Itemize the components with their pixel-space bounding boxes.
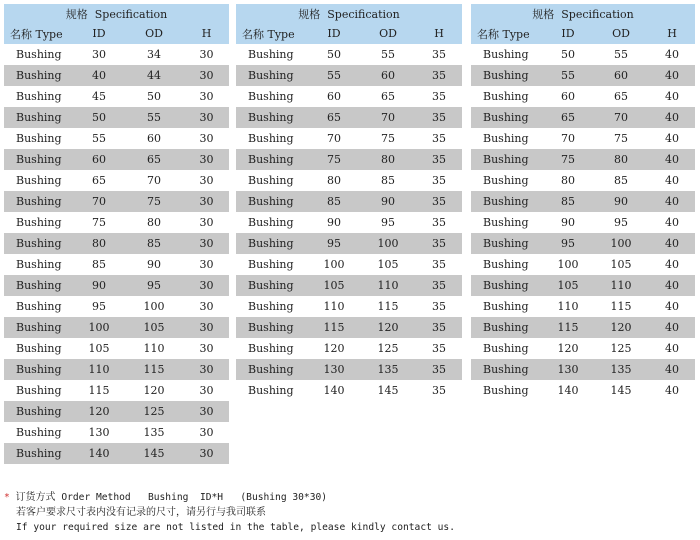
custom-size-note-en: If your required size are not listed in the table, please kindly contact us. — [16, 522, 455, 533]
table-row — [4, 107, 229, 128]
order-note — [4, 490, 694, 535]
id-cell: 85 — [92, 258, 106, 271]
table-row — [471, 233, 695, 254]
type-header: 名称 Type — [242, 27, 295, 41]
table-row — [236, 275, 462, 296]
h-cell: 30 — [199, 426, 214, 439]
type-cell: Bushing — [16, 90, 62, 103]
h-cell: 30 — [199, 216, 214, 229]
h-cell: 40 — [665, 90, 679, 103]
type-cell: Bushing — [236, 65, 308, 86]
id-cell: 130 — [543, 359, 593, 380]
od-cell: 60 — [147, 132, 161, 145]
type-cell: Bushing — [236, 107, 308, 128]
type-cell: Bushing — [236, 359, 308, 380]
type-cell: Bushing — [483, 300, 529, 313]
id-cell: 55 — [92, 132, 106, 145]
od-cell: 125 — [377, 342, 399, 355]
h-cell: 40 — [665, 384, 679, 397]
spec-table-h40 — [471, 4, 695, 401]
table-row — [4, 149, 229, 170]
id-cell: 115 — [543, 317, 593, 338]
od-cell: 135 — [360, 359, 416, 380]
od-cell: 90 — [360, 191, 416, 212]
od-cell: 44 — [124, 65, 184, 86]
h-cell: 35 — [432, 342, 446, 355]
h-cell: 35 — [432, 300, 446, 313]
type-cell: Bushing — [471, 191, 543, 212]
od-cell: 120 — [360, 317, 416, 338]
type-cell: Bushing — [471, 275, 543, 296]
h-cell: 30 — [184, 317, 229, 338]
table-row — [236, 317, 462, 338]
table-row — [4, 338, 229, 359]
od-cell: 115 — [377, 300, 399, 313]
type-cell: Bushing — [248, 174, 294, 187]
table-row — [236, 128, 462, 149]
spec-table-h35 — [236, 4, 462, 401]
od-cell: 80 — [360, 149, 416, 170]
h-cell: 40 — [649, 149, 695, 170]
table-row — [236, 65, 462, 86]
spec-title: 规格 Specification — [532, 7, 634, 21]
od-cell: 110 — [143, 342, 165, 355]
id-cell: 105 — [88, 342, 110, 355]
id-cell: 140 — [323, 384, 345, 397]
type-cell: Bushing — [248, 258, 294, 271]
od-cell: 90 — [593, 191, 649, 212]
od-header: OD — [612, 27, 630, 40]
h-cell: 30 — [199, 384, 214, 397]
order-method-line: * 订货方式 Order Method Bushing ID*H (Bushing 30*30) — [4, 492, 328, 503]
od-cell: 65 — [381, 90, 395, 103]
h-cell: 30 — [199, 48, 214, 61]
od-cell: 95 — [381, 216, 395, 229]
table-row — [236, 191, 462, 212]
od-header: OD — [145, 27, 163, 40]
type-cell: Bushing — [248, 300, 294, 313]
h-cell: 40 — [665, 174, 679, 187]
h-cell: 30 — [184, 443, 229, 464]
table-row — [471, 149, 695, 170]
od-cell: 70 — [593, 107, 649, 128]
h-cell: 40 — [649, 107, 695, 128]
h-cell: 35 — [432, 384, 446, 397]
od-cell: 105 — [610, 258, 632, 271]
od-cell: 60 — [360, 65, 416, 86]
type-cell: Bushing — [471, 107, 543, 128]
type-cell: Bushing — [4, 233, 74, 254]
table-row — [471, 65, 695, 86]
od-header: OD — [379, 27, 397, 40]
h-cell: 30 — [199, 90, 214, 103]
od-cell: 55 — [381, 48, 395, 61]
table-row — [471, 317, 695, 338]
od-cell: 145 — [610, 384, 632, 397]
table-row — [471, 296, 695, 317]
table-row — [471, 128, 695, 149]
h-header: H — [667, 27, 677, 40]
table-row — [4, 233, 229, 254]
type-cell: Bushing — [4, 401, 74, 422]
id-cell: 120 — [323, 342, 345, 355]
id-header: ID — [561, 27, 575, 40]
type-cell: Bushing — [483, 132, 529, 145]
h-cell: 40 — [665, 48, 679, 61]
type-cell: Bushing — [483, 174, 529, 187]
id-cell: 90 — [561, 216, 575, 229]
h-cell: 35 — [432, 132, 446, 145]
od-cell: 135 — [593, 359, 649, 380]
od-cell: 135 — [143, 426, 165, 439]
type-header: 名称 Type — [477, 27, 530, 41]
type-cell: Bushing — [248, 216, 294, 229]
table-row — [236, 338, 462, 359]
type-cell: Bushing — [248, 384, 294, 397]
table-body — [236, 44, 462, 401]
id-cell: 115 — [308, 317, 360, 338]
od-cell: 85 — [381, 174, 395, 187]
table-row — [236, 254, 462, 275]
type-cell: Bushing — [248, 90, 294, 103]
id-cell: 50 — [327, 48, 341, 61]
od-cell: 95 — [124, 275, 184, 296]
id-cell: 50 — [74, 107, 124, 128]
h-cell: 40 — [665, 258, 679, 271]
od-cell: 100 — [143, 300, 165, 313]
od-cell: 105 — [377, 258, 399, 271]
id-cell: 75 — [92, 216, 106, 229]
type-cell: Bushing — [483, 216, 529, 229]
type-cell: Bushing — [471, 359, 543, 380]
id-cell: 80 — [327, 174, 341, 187]
id-cell: 130 — [308, 359, 360, 380]
id-cell: 60 — [327, 90, 341, 103]
h-cell: 40 — [665, 300, 679, 313]
od-cell: 55 — [614, 48, 628, 61]
od-cell: 110 — [593, 275, 649, 296]
od-cell: 145 — [377, 384, 399, 397]
h-cell: 30 — [184, 107, 229, 128]
table-row — [236, 107, 462, 128]
table-row — [236, 149, 462, 170]
od-cell: 105 — [124, 317, 184, 338]
id-cell: 95 — [308, 233, 360, 254]
h-cell: 35 — [416, 359, 462, 380]
od-cell: 125 — [124, 401, 184, 422]
table-row — [4, 86, 229, 107]
od-cell: 95 — [614, 216, 628, 229]
h-cell: 40 — [649, 359, 695, 380]
od-cell: 120 — [593, 317, 649, 338]
table-row — [471, 170, 695, 191]
od-cell: 145 — [124, 443, 184, 464]
table-row — [4, 359, 229, 380]
table-row — [471, 212, 695, 233]
od-cell: 50 — [147, 90, 161, 103]
type-cell: Bushing — [16, 216, 62, 229]
table-row — [471, 44, 695, 65]
id-cell: 110 — [74, 359, 124, 380]
od-cell: 115 — [124, 359, 184, 380]
id-cell: 70 — [327, 132, 341, 145]
od-cell: 115 — [610, 300, 632, 313]
h-cell: 30 — [199, 300, 214, 313]
id-cell: 95 — [92, 300, 106, 313]
id-cell: 80 — [74, 233, 124, 254]
type-cell: Bushing — [483, 258, 529, 271]
h-cell: 30 — [199, 258, 214, 271]
od-cell: 60 — [593, 65, 649, 86]
table-row — [236, 296, 462, 317]
table-row — [4, 443, 229, 464]
id-cell: 55 — [308, 65, 360, 86]
table-row — [471, 275, 695, 296]
type-cell: Bushing — [4, 65, 74, 86]
h-cell: 40 — [665, 216, 679, 229]
od-cell: 70 — [360, 107, 416, 128]
id-cell: 70 — [561, 132, 575, 145]
od-cell: 125 — [610, 342, 632, 355]
h-cell: 35 — [432, 216, 446, 229]
table-row — [4, 212, 229, 233]
h-cell: 40 — [649, 275, 695, 296]
id-cell: 60 — [74, 149, 124, 170]
od-cell: 75 — [381, 132, 395, 145]
type-cell: Bushing — [16, 258, 62, 271]
od-cell: 90 — [147, 258, 161, 271]
id-cell: 100 — [74, 317, 124, 338]
type-cell: Bushing — [4, 359, 74, 380]
od-cell: 85 — [124, 233, 184, 254]
od-cell: 100 — [593, 233, 649, 254]
od-cell: 65 — [614, 90, 628, 103]
table-row — [236, 359, 462, 380]
type-cell: Bushing — [16, 174, 62, 187]
id-cell: 105 — [308, 275, 360, 296]
type-cell: Bushing — [248, 132, 294, 145]
type-cell: Bushing — [483, 342, 529, 355]
type-cell: Bushing — [483, 90, 529, 103]
type-cell: Bushing — [16, 48, 62, 61]
id-cell: 100 — [323, 258, 345, 271]
od-cell: 100 — [360, 233, 416, 254]
h-cell: 40 — [665, 342, 679, 355]
id-cell: 110 — [323, 300, 345, 313]
id-cell: 95 — [543, 233, 593, 254]
spec-title: 规格 Specification — [65, 7, 168, 21]
type-cell: Bushing — [4, 275, 74, 296]
type-cell: Bushing — [236, 317, 308, 338]
id-cell: 85 — [308, 191, 360, 212]
h-cell: 30 — [184, 149, 229, 170]
id-cell: 75 — [543, 149, 593, 170]
type-cell: Bushing — [471, 233, 543, 254]
table-row — [4, 275, 229, 296]
h-cell: 30 — [184, 359, 229, 380]
table-row — [4, 380, 229, 401]
table-row — [236, 233, 462, 254]
id-header: ID — [92, 27, 106, 40]
table-row — [4, 128, 229, 149]
id-cell: 65 — [308, 107, 360, 128]
type-cell: Bushing — [471, 317, 543, 338]
id-cell: 80 — [561, 174, 575, 187]
id-cell: 85 — [543, 191, 593, 212]
table-row — [236, 380, 462, 401]
h-cell: 35 — [416, 317, 462, 338]
type-cell: Bushing — [4, 149, 74, 170]
h-cell: 30 — [184, 401, 229, 422]
h-cell: 35 — [432, 174, 446, 187]
table-row — [236, 86, 462, 107]
od-cell: 75 — [614, 132, 628, 145]
type-header: 名称 Type — [10, 27, 63, 41]
table-body — [471, 44, 695, 401]
type-cell: Bushing — [16, 426, 62, 439]
od-cell: 120 — [143, 384, 165, 397]
type-cell: Bushing — [483, 384, 529, 397]
h-cell: 30 — [184, 275, 229, 296]
type-cell: Bushing — [236, 149, 308, 170]
id-cell: 65 — [543, 107, 593, 128]
table-row — [4, 191, 229, 212]
h-cell: 40 — [649, 191, 695, 212]
type-cell: Bushing — [4, 443, 74, 464]
id-cell: 120 — [74, 401, 124, 422]
table-row — [471, 107, 695, 128]
h-cell: 40 — [649, 317, 695, 338]
table-row — [4, 296, 229, 317]
id-cell: 45 — [92, 90, 106, 103]
h-header: H — [201, 27, 212, 40]
od-cell: 80 — [593, 149, 649, 170]
id-cell: 50 — [561, 48, 575, 61]
id-cell: 140 — [557, 384, 579, 397]
type-cell: Bushing — [248, 342, 294, 355]
h-cell: 35 — [416, 233, 462, 254]
od-cell: 65 — [124, 149, 184, 170]
table-row — [471, 254, 695, 275]
h-cell: 35 — [416, 65, 462, 86]
od-cell: 55 — [124, 107, 184, 128]
table-row — [471, 191, 695, 212]
type-cell: Bushing — [236, 275, 308, 296]
type-cell: Bushing — [471, 65, 543, 86]
table-row — [236, 44, 462, 65]
id-cell: 110 — [557, 300, 579, 313]
asterisk-icon: * — [4, 492, 10, 503]
type-cell: Bushing — [16, 384, 62, 397]
od-cell: 34 — [147, 48, 161, 61]
type-cell: Bushing — [483, 48, 529, 61]
id-cell: 30 — [92, 48, 106, 61]
table-row — [4, 170, 229, 191]
h-cell: 35 — [432, 258, 446, 271]
od-cell: 110 — [360, 275, 416, 296]
id-cell: 140 — [74, 443, 124, 464]
id-cell: 90 — [327, 216, 341, 229]
id-cell: 55 — [543, 65, 593, 86]
table-row — [471, 86, 695, 107]
type-cell: Bushing — [16, 132, 62, 145]
id-cell: 40 — [74, 65, 124, 86]
table-row — [4, 44, 229, 65]
table-row — [236, 170, 462, 191]
type-cell: Bushing — [4, 191, 74, 212]
table-row — [4, 254, 229, 275]
custom-size-note-zh: 若客户要求尺寸表内没有记录的尺寸，请另行与我司联系 — [16, 507, 266, 518]
h-cell: 35 — [432, 48, 446, 61]
h-cell: 35 — [416, 107, 462, 128]
h-cell: 35 — [416, 149, 462, 170]
h-cell: 30 — [199, 174, 214, 187]
id-header: ID — [327, 27, 341, 40]
type-cell: Bushing — [4, 317, 74, 338]
h-cell: 30 — [184, 191, 229, 212]
table-row — [471, 338, 695, 359]
od-cell: 80 — [147, 216, 161, 229]
table-row — [4, 65, 229, 86]
h-cell: 30 — [184, 65, 229, 86]
od-cell: 70 — [147, 174, 161, 187]
spec-table-h30 — [4, 4, 229, 464]
h-cell: 30 — [184, 233, 229, 254]
type-cell: Bushing — [236, 191, 308, 212]
table-row — [4, 401, 229, 422]
h-cell: 40 — [665, 132, 679, 145]
h-cell: 30 — [199, 342, 214, 355]
id-cell: 100 — [557, 258, 579, 271]
id-cell: 75 — [308, 149, 360, 170]
h-cell: 35 — [416, 275, 462, 296]
h-cell: 40 — [649, 233, 695, 254]
type-cell: Bushing — [248, 48, 294, 61]
type-cell: Bushing — [471, 149, 543, 170]
type-cell: Bushing — [236, 233, 308, 254]
id-cell: 65 — [92, 174, 106, 187]
table-body — [4, 44, 229, 464]
h-cell: 35 — [432, 90, 446, 103]
id-cell: 70 — [74, 191, 124, 212]
od-cell: 85 — [614, 174, 628, 187]
type-cell: Bushing — [4, 107, 74, 128]
table-row — [471, 380, 695, 401]
id-cell: 90 — [74, 275, 124, 296]
id-cell: 130 — [88, 426, 110, 439]
h-cell: 35 — [416, 191, 462, 212]
table-row — [471, 359, 695, 380]
type-cell: Bushing — [16, 342, 62, 355]
h-header: H — [434, 27, 444, 40]
id-cell: 120 — [557, 342, 579, 355]
id-cell: 105 — [543, 275, 593, 296]
id-cell: 115 — [88, 384, 110, 397]
spec-title: 规格 Specification — [298, 7, 400, 21]
id-cell: 60 — [561, 90, 575, 103]
h-cell: 30 — [199, 132, 214, 145]
od-cell: 75 — [124, 191, 184, 212]
table-row — [4, 317, 229, 338]
type-cell: Bushing — [16, 300, 62, 313]
table-row — [236, 212, 462, 233]
h-cell: 40 — [649, 65, 695, 86]
table-row — [4, 422, 229, 443]
